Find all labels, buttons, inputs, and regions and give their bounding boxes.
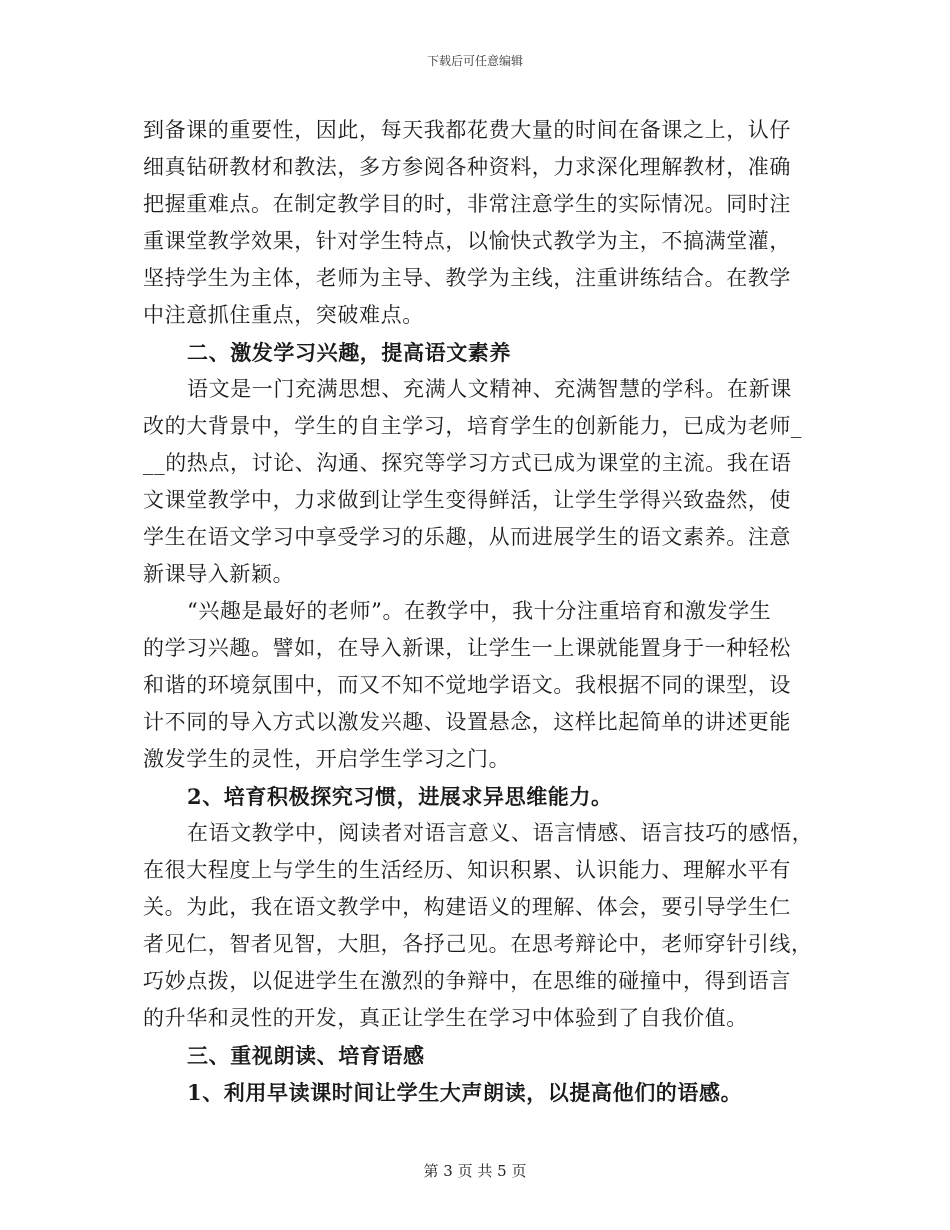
text-line: 关。为此，我在语文教学中，构建语义的理解、体会，要引导学生仁 <box>143 895 791 919</box>
text-line: 计不同的导入方式以激发兴趣、设置悬念，这样比起简单的讲述更能 <box>143 710 791 734</box>
text-line: 巧妙点拨，以促进学生在激烈的争辩中，在思维的碰撞中，得到语言 <box>143 969 791 993</box>
text-line: 在语文教学中，阅读者对语言意义、语言情感、语言技巧的感悟， <box>187 821 814 845</box>
text-line: 改的大背景中，学生的自主学习，培育学生的创新能力，已成为老师_ <box>143 414 803 438</box>
text-line: 语文是一门充满思想、充满人文精神、充满智慧的学科。在新课 <box>187 377 792 401</box>
page-header: 下载后可任意编辑 <box>426 54 523 68</box>
text-line: 细真钻研教材和教法，多方参阅各种资料，力求深化理解教材，准确 <box>143 155 791 179</box>
text-line: __的热点，讨论、沟通、探究等学习方式已成为课堂的主流。我在语 <box>143 451 792 475</box>
page-footer: 第 3 页 共 5 页 <box>423 1162 527 1180</box>
text-line: 重课堂教学效果，针对学生特点，以愉快式教学为主，不搞满堂灌， <box>143 229 791 253</box>
text-line: 的学习兴趣。譬如，在导入新课，让学生一上课就能置身于一种轻松 <box>143 636 791 660</box>
text-line: 学生在语文学习中享受学习的乐趣，从而进展学生的语文素养。注意 <box>143 525 791 549</box>
section-heading: 二、激发学习兴趣，提高语文素养 <box>187 340 511 365</box>
text-line: 中注意抓住重点，突破难点。 <box>143 303 424 327</box>
text-line: 新课导入新颖。 <box>143 562 295 586</box>
text-line: 和谐的环境氛围中，而又不知不觉地学语文。我根据不同的课型，设 <box>143 673 791 697</box>
text-line: 坚持学生为主体，老师为主导、教学为主线，注重讲练结合。在教学 <box>143 266 791 290</box>
section-heading: 2、培育积极探究习惯，进展求异思维能力。 <box>187 784 613 809</box>
text-line: 到备课的重要性，因此，每天我都花费大量的时间在备课之上，认仔 <box>143 118 791 142</box>
text-line: 激发学生的灵性，开启学生学习之门。 <box>143 747 511 771</box>
text-line: 把握重难点。在制定教学目的时，非常注意学生的实际情况。同时注 <box>143 192 791 216</box>
text-line: 的升华和灵性的开发，真正让学生在学习中体验到了自我价值。 <box>143 1006 748 1030</box>
text-line: “兴趣是最好的老师”。在教学中，我十分注重培育和激发学生 <box>187 599 772 623</box>
section-heading: 1、利用早读课时间让学生大声朗读，以提高他们的语感。 <box>187 1080 743 1105</box>
document-body <box>143 112 813 1111</box>
text-line: 在很大程度上与学生的生活经历、知识积累、认识能力、理解水平有 <box>143 858 791 882</box>
text-line: 文课堂教学中，力求做到让学生变得鲜活，让学生学得兴致盎然，使 <box>143 488 791 512</box>
text-line: 者见仁，智者见智，大胆，各抒己见。在思考辩论中，老师穿针引线， <box>143 932 813 956</box>
section-heading: 三、重视朗读、培育语感 <box>187 1043 425 1068</box>
